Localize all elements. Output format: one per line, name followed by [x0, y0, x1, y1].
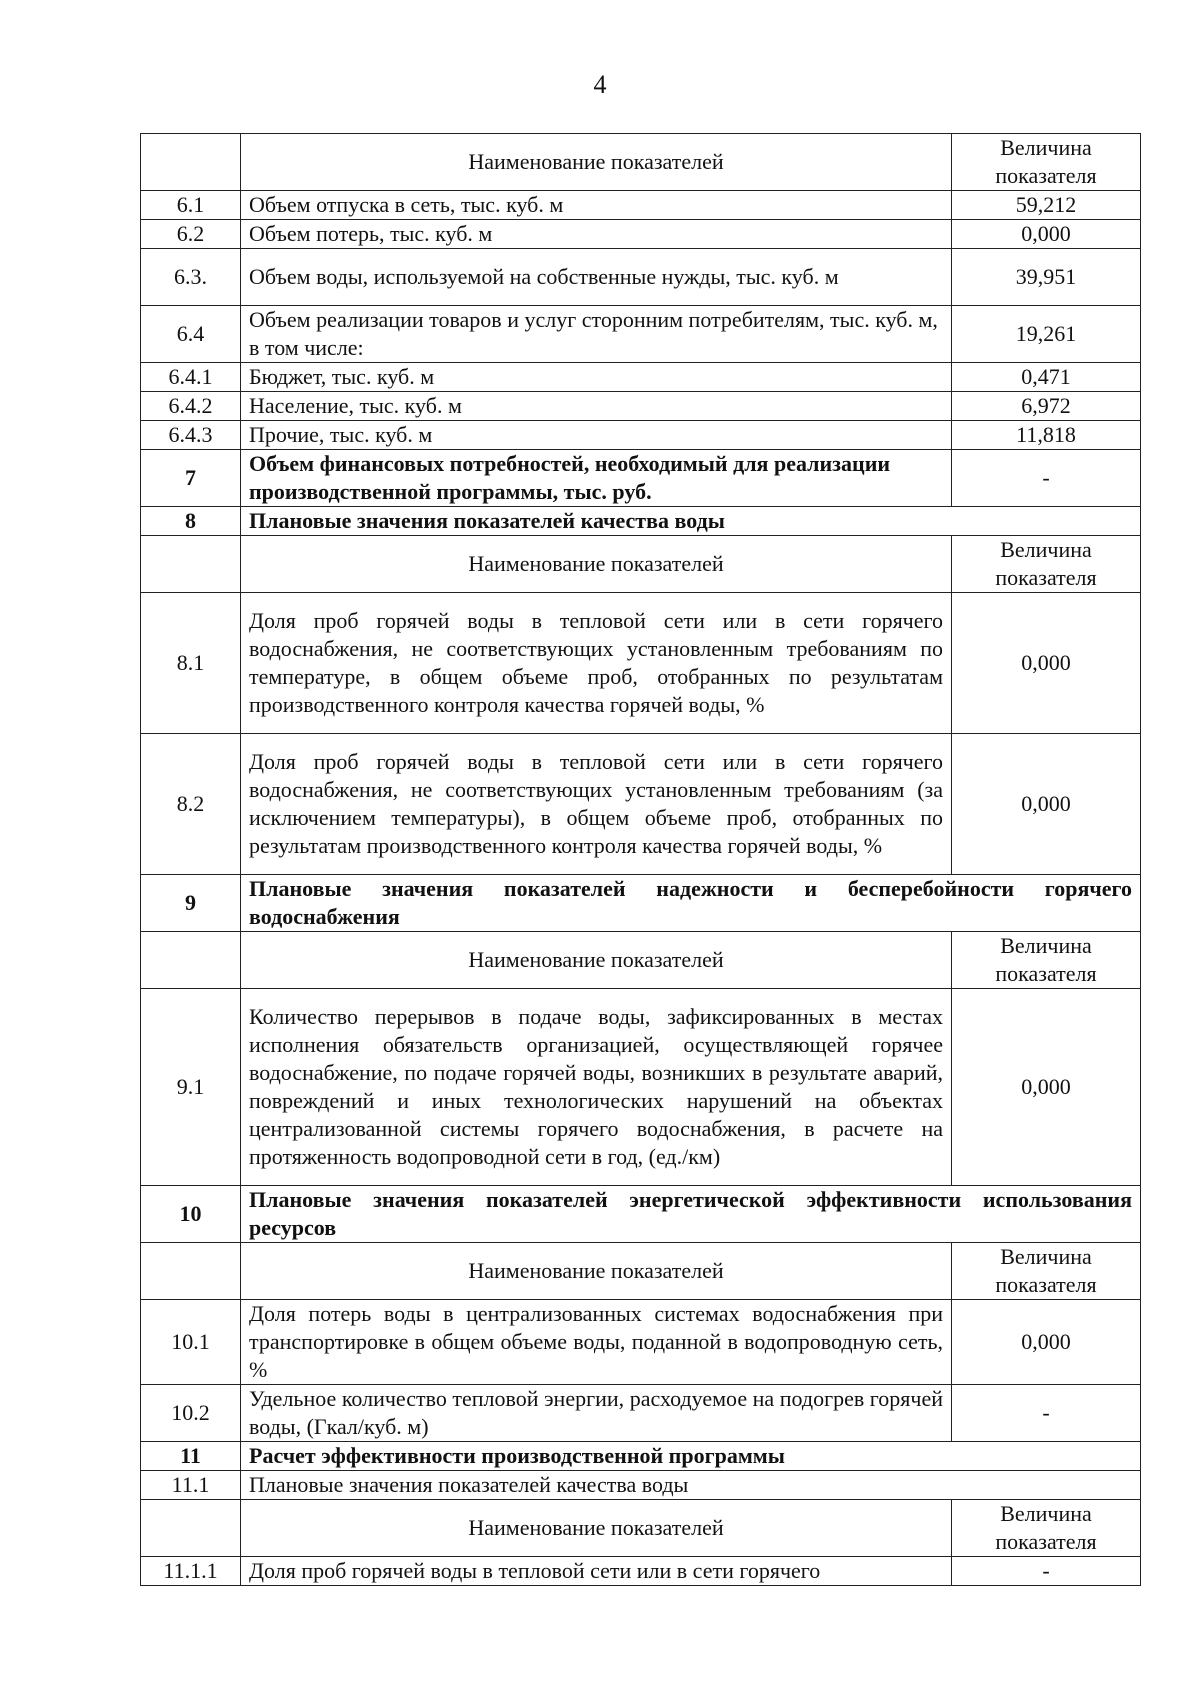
table-row [141, 450, 1141, 507]
table-row [141, 989, 1141, 1186]
subsection-title: Плановые значения показателей качества воды [241, 1471, 1141, 1500]
row-number: 6.4.2 [141, 392, 241, 421]
row-value: 0,000 [952, 734, 1141, 875]
section-title: Расчет эффективности производственной программы [241, 1442, 1141, 1471]
section-number: 11 [141, 1442, 241, 1471]
header-value: Величина показателя [952, 932, 1141, 989]
row-value: 0,471 [952, 363, 1141, 392]
table-header-row [141, 536, 1141, 593]
header-name: Наименование показателей [241, 932, 952, 989]
section-title: Плановые значения показателей энергетической эффективности использования ресурсов [241, 1186, 1141, 1243]
header-num-cell [141, 536, 241, 593]
indicators-table [140, 133, 1141, 1586]
row-value: 0,000 [952, 989, 1141, 1186]
row-name: Объем финансовых потребностей, необходимый для реализации производственной программы, тыс. руб. [241, 450, 952, 507]
row-value: 59,212 [952, 191, 1141, 220]
header-name: Наименование показателей [241, 1243, 952, 1300]
row-name: Доля проб горячей воды в тепловой сети или в сети горячего водоснабжения, не соответствующих установленным требованиям (за исключением температуры), в общем объеме проб, отобранных по результатам производственного контроля качества горячей воды, % [241, 734, 952, 875]
row-number: 6.1 [141, 191, 241, 220]
row-number: 6.4.3 [141, 421, 241, 450]
table-row [141, 1557, 1141, 1586]
row-name: Прочие, тыс. куб. м [241, 421, 952, 450]
row-number: 7 [141, 450, 241, 507]
row-number: 6.4.1 [141, 363, 241, 392]
row-number: 6.3. [141, 249, 241, 306]
header-num-cell [141, 1500, 241, 1557]
table-header-row [141, 134, 1141, 191]
row-name: Удельное количество тепловой энергии, расходуемое на подогрев горячей воды, (Гкал/куб. м) [241, 1385, 952, 1442]
header-name: Наименование показателей [241, 134, 952, 191]
table-header-row [141, 1500, 1141, 1557]
table-row [141, 1300, 1141, 1385]
section-title: Плановые значения показателей качества воды [241, 507, 1141, 536]
header-name: Наименование показателей [241, 536, 952, 593]
section-number: 9 [141, 875, 241, 932]
row-value: - [952, 450, 1141, 507]
row-name: Доля проб горячей воды в тепловой сети или в сети горячего [241, 1557, 952, 1586]
row-value: 39,951 [952, 249, 1141, 306]
table-row [141, 392, 1141, 421]
header-value: Величина показателя [952, 1500, 1141, 1557]
row-name: Количество перерывов в подаче воды, зафиксированных в местах исполнения обязательств организацией, осуществляющей горячее водоснабжение, по подаче горячей воды, возникших в результате аварий, повреждений и иных технологических нарушений на объектах централизованной системы горячего водоснабжения, в расчете на протяженность водопроводной сети в год, (ед./км) [241, 989, 952, 1186]
section-row [141, 875, 1141, 932]
subsection-number: 11.1 [141, 1471, 241, 1500]
section-number: 10 [141, 1186, 241, 1243]
table-row [141, 220, 1141, 249]
header-num-cell [141, 1243, 241, 1300]
table-row [141, 363, 1141, 392]
table-header-row [141, 932, 1141, 989]
row-value: 11,818 [952, 421, 1141, 450]
table-row [141, 421, 1141, 450]
row-number: 10.1 [141, 1300, 241, 1385]
row-number: 6.4 [141, 306, 241, 363]
row-name: Население, тыс. куб. м [241, 392, 952, 421]
table-header-row [141, 1243, 1141, 1300]
row-name: Доля проб горячей воды в тепловой сети или в сети горячего водоснабжения, не соответствующих установленным требованиям по температуре, в общем объеме проб, отобранных по результатам производственного контроля качества горячей воды, % [241, 593, 952, 734]
row-value: 6,972 [952, 392, 1141, 421]
row-name: Доля потерь воды в централизованных системах водоснабжения при транспортировке в общем объеме воды, поданной в водопроводную сеть, % [241, 1300, 952, 1385]
table-row [141, 593, 1141, 734]
table-row [141, 1385, 1141, 1442]
row-number: 9.1 [141, 989, 241, 1186]
header-value: Величина показателя [952, 1243, 1141, 1300]
table-row [141, 191, 1141, 220]
table-row [141, 306, 1141, 363]
row-value: 19,261 [952, 306, 1141, 363]
header-value: Величина показателя [952, 134, 1141, 191]
row-number: 8.1 [141, 593, 241, 734]
row-value: 0,000 [952, 1300, 1141, 1385]
table-row [141, 734, 1141, 875]
section-row [141, 1186, 1141, 1243]
header-value: Величина показателя [952, 536, 1141, 593]
section-row [141, 507, 1141, 536]
table-row [141, 249, 1141, 306]
header-num-cell [141, 134, 241, 191]
header-num-cell [141, 932, 241, 989]
row-name: Объем отпуска в сеть, тыс. куб. м [241, 191, 952, 220]
header-name: Наименование показателей [241, 1500, 952, 1557]
section-row [141, 1442, 1141, 1471]
row-name: Объем воды, используемой на собственные нужды, тыс. куб. м [241, 249, 952, 306]
subsection-row [141, 1471, 1141, 1500]
row-number: 10.2 [141, 1385, 241, 1442]
row-value: - [952, 1385, 1141, 1442]
section-number: 8 [141, 507, 241, 536]
row-number: 6.2 [141, 220, 241, 249]
row-name: Объем реализации товаров и услуг сторонним потребителям, тыс. куб. м, в том числе: [241, 306, 952, 363]
row-name: Бюджет, тыс. куб. м [241, 363, 952, 392]
row-name: Объем потерь, тыс. куб. м [241, 220, 952, 249]
row-number: 11.1.1 [141, 1557, 241, 1586]
row-value: 0,000 [952, 593, 1141, 734]
row-number: 8.2 [141, 734, 241, 875]
section-title: Плановые значения показателей надежности и бесперебойности горячего водоснабжения [241, 875, 1141, 932]
row-value: - [952, 1557, 1141, 1586]
page-number: 4 [593, 70, 607, 99]
row-value: 0,000 [952, 220, 1141, 249]
